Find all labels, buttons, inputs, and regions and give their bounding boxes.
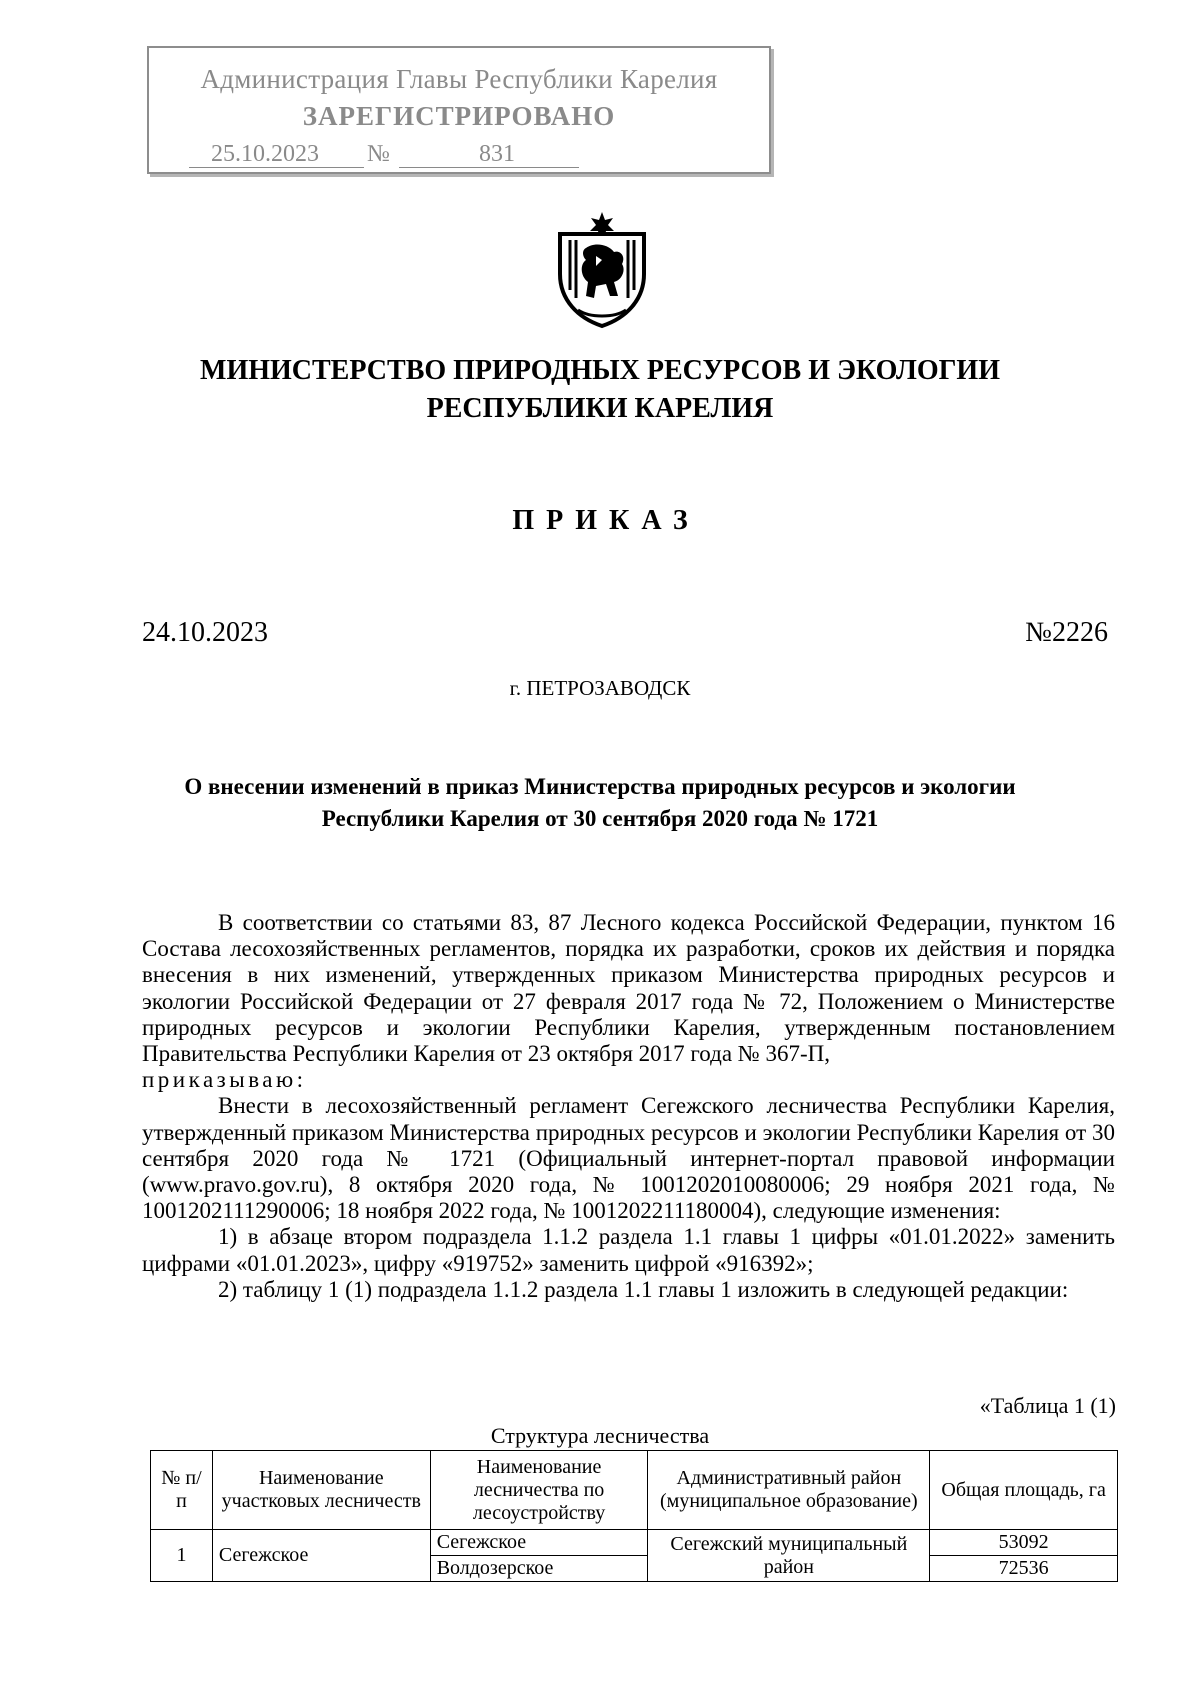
order-number: №2226 bbox=[1025, 617, 1108, 648]
header-cell-forestry: Наименование лесничества по лесоустройству bbox=[430, 1451, 648, 1530]
cell-index: 1 bbox=[151, 1530, 213, 1582]
order-date: 24.10.2023 bbox=[142, 617, 268, 648]
subject-line-1: О внесении изменений в приказ Министерства природных ресурсов и экологии bbox=[184, 774, 1016, 799]
order-city: г. ПЕТРОЗАВОДСК bbox=[509, 676, 691, 700]
stamp-registration-line bbox=[189, 141, 609, 174]
order-body bbox=[142, 910, 1115, 1303]
cell-district-forestry: Сегежское bbox=[212, 1530, 430, 1582]
header-cell-district-forestry: Наименование участковых лесничеств bbox=[212, 1451, 430, 1530]
document-type-title: ПРИКАЗ bbox=[512, 505, 700, 536]
table-row bbox=[151, 1530, 1118, 1556]
ministry-line-1: МИНИСТЕРСТВО ПРИРОДНЫХ РЕСУРСОВ И ЭКОЛОГИИ bbox=[200, 355, 1000, 386]
order-subject bbox=[100, 771, 1100, 835]
cell-forestry-2: Волдозерское bbox=[430, 1556, 648, 1582]
subject-line-2: Республики Карелия от 30 сентября 2020 года № 1721 bbox=[321, 806, 879, 831]
order-word: приказываю: bbox=[142, 1067, 307, 1093]
stamp-number-sign: № bbox=[367, 141, 390, 167]
preamble-paragraph: В соответствии со статьями 83, 87 Лесного кодекса Российской Федерации, пунктом 16 Состава лесохозяйственных регламентов, порядка их разработки, сроков их действия и порядка внесения в них изменений, утвержденных приказом Министерства природных ресурсов и экологии Российской Федерации от 27 февраля 2017 года № 72, Положением о Министерстве природных ресурсов и экологии Республики Карелия, утвержденным постановлением Правительства Республики Карелия от 23 октября 2017 года № 367-П, bbox=[142, 910, 1115, 1067]
registration-stamp bbox=[147, 46, 771, 174]
cell-forestry-1: Сегежское bbox=[430, 1530, 648, 1556]
coat-of-arms-emblem bbox=[556, 210, 648, 330]
header-cell-area: Общая площадь, га bbox=[930, 1451, 1118, 1530]
amendment-item-1: 1) в абзаце втором подраздела 1.1.2 раздела 1.1 главы 1 цифры «01.01.2022» заменить цифрами «01.01.2023», цифру «919752» заменить цифрой «916392»; bbox=[142, 1224, 1115, 1276]
stamp-status: ЗАРЕГИСТРИРОВАНО bbox=[302, 101, 616, 131]
amendment-item-2: 2) таблицу 1 (1) подраздела 1.1.2 раздела 1.1 главы 1 изложить в следующей редакции: bbox=[218, 1276, 1069, 1302]
stamp-date: 25.10.2023 bbox=[211, 141, 319, 167]
stamp-number: 831 bbox=[479, 141, 515, 167]
forestry-structure-table bbox=[150, 1450, 1118, 1582]
ministry-name bbox=[100, 352, 1100, 428]
cell-area-1: 53092 bbox=[930, 1530, 1118, 1556]
table-caption: Структура лесничества bbox=[490, 1423, 710, 1448]
header-cell-admin-area: Административный район (муниципальное образование) bbox=[648, 1451, 930, 1530]
header-cell-index: № п/п bbox=[151, 1451, 213, 1530]
table-header-row bbox=[151, 1451, 1118, 1530]
table-label: «Таблица 1 (1) bbox=[979, 1393, 1116, 1418]
ministry-line-2: РЕСПУБЛИКИ КАРЕЛИЯ bbox=[426, 393, 774, 424]
cell-admin-area: Сегежский муниципальный район bbox=[648, 1530, 930, 1582]
cell-area-2: 72536 bbox=[930, 1556, 1118, 1582]
stamp-organization: Администрация Главы Республики Карелия bbox=[200, 64, 718, 94]
amendment-paragraph: Внести в лесохозяйственный регламент Сегежского лесничества Республики Карелия, утвержденный приказом Министерства природных ресурсов и экологии Республики Карелия от 30 сентября 2020 года № 1721 (Официальный интернет-портал правовой информации (www.pravo.gov.ru), 8 октября 2020 года, № 1001202010080006; 29 ноября 2021 года, № 1001202111290006; 18 ноября 2022 года, № 1001202211180004), следующие изменения: bbox=[142, 1093, 1115, 1224]
